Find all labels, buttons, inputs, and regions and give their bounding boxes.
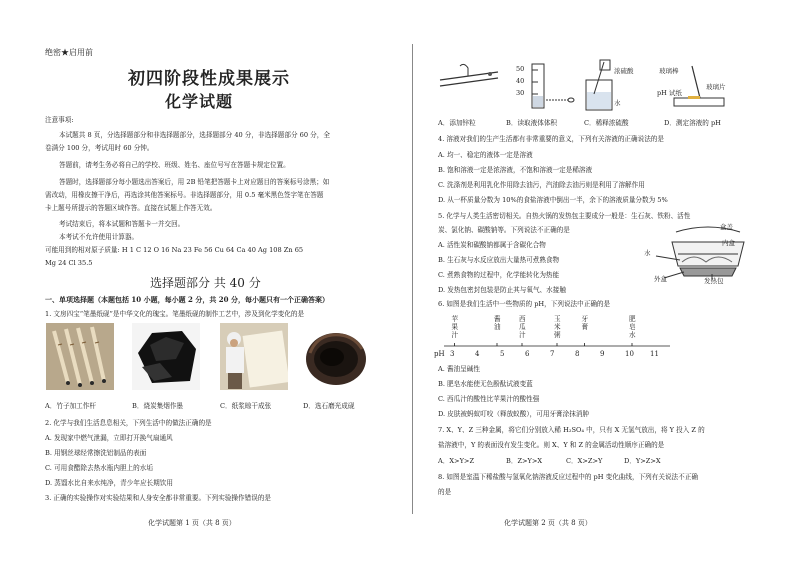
q6-option-b: B. 肥皂水能使无色酚酞试液变蓝: [438, 380, 533, 388]
dilution-figure: [574, 58, 644, 118]
ph-item-label: 水: [629, 331, 636, 339]
ph-item-label: 果: [451, 323, 459, 331]
q6-option-d: D. 皮肤被蚂蚁叮咬（释放蚁酸），可用牙膏涂抹消肿: [438, 410, 590, 418]
outer-box-label: 外盒: [654, 275, 667, 283]
bamboo-brush-photo: [46, 323, 114, 390]
ph-item-label: 油: [494, 323, 501, 331]
notice-line: 卡上题号所提示的答题区域作答。直接在试题上作答无效。: [45, 204, 217, 212]
inner-box-label: 内盒: [722, 239, 735, 247]
q8-stem-2: 的是: [438, 488, 452, 496]
q1-stem: 1. 文房四宝“笔墨纸砚”是中华文化的瑰宝。笔墨纸砚的制作工艺中，涉及到化学变化的是: [45, 310, 305, 318]
q6-option-a: A. 酱油呈碱性: [438, 365, 480, 373]
page-footer-2: 化学试题第 2 页（共 8 页）: [504, 519, 592, 527]
cylinder-tick-40: 40: [516, 77, 525, 85]
q2-option-b: B. 用钢丝球经常擦洗铝制品的表面: [45, 449, 147, 457]
q3-option-b: B．读取液体体积: [506, 119, 558, 127]
q2-option-a: A. 发现家中燃气泄漏，立即打开换气扇通风: [45, 434, 173, 442]
q4-stem: 4. 溶液对我们的生产生活都有非常重要的意义，下列有关溶液的正确说法的是: [438, 135, 664, 143]
ph-tick-label: 11: [650, 350, 659, 358]
q7-option-a: A．X>Y>Z: [438, 457, 475, 465]
atomic-mass-line: 可能用到的相对原子质量: H 1 C 12 O 16 Na 23 Fe 56 Cu 64 Ca 40 Ag 108 Zn 65: [45, 246, 304, 254]
notice-line: 本考试不允许使用计算器。: [59, 233, 139, 241]
glass-sheet-label: 玻璃片: [706, 83, 726, 91]
notice-line: 答题时，选择题部分每小题选出答案后，用 2B 铅笔把答题卡上对应题目的答案标号涂黑；如: [59, 178, 330, 186]
q3-option-d: D．测定溶液的 pH: [664, 119, 721, 127]
right-page: [398, 0, 794, 561]
ph-tick-label: 5: [500, 350, 505, 358]
ph-paper-label: pH 试纸: [657, 89, 682, 97]
lid-label: 盒盖: [720, 223, 733, 231]
glass-rod-label: 玻璃棒: [659, 67, 679, 75]
q1-option-a: A．竹子加工作杆: [45, 402, 96, 410]
ph-tick-label: 6: [525, 350, 530, 358]
q2-stem: 2. 化学与我们生活息息相关，下列生活中的做法正确的是: [45, 419, 212, 427]
zinc-adding-figure: [434, 62, 504, 116]
notice-line: 需改动，用橡皮擦干净后，再选涂其他答案标号。非选择题部分，用 0.5 毫米黑色签字笔在答题: [45, 191, 324, 199]
atomic-mass-line: Mg 24 Cl 35.5: [45, 259, 93, 267]
paper-making-photo: [220, 323, 288, 390]
exam-main-title: 初四阶段性成果展示: [128, 69, 290, 89]
notice-line: 答题前，请考生务必将自己的学校、班级、姓名、座位号写在答题卡规定位置。: [59, 161, 290, 169]
conc-acid-label: 浓硫酸: [614, 67, 634, 75]
ph-item-label: 肥: [629, 315, 636, 323]
q6-stem: 6. 如图是我们生活中一些物质的 pH，下列说法中正确的是: [438, 300, 611, 308]
charcoal-photo: [132, 323, 200, 390]
ph-axis-label: pH: [434, 350, 445, 358]
ph-item-label: 汁: [519, 331, 526, 339]
q8-stem: 8. 如图是室温下稀盐酸与氢氧化钠溶液反应过程中的 pH 变化曲线，下列有关说法不正确: [438, 473, 698, 481]
q5-option-a: A. 活性炭和碳酸钠都属于含碳化合物: [438, 241, 546, 249]
cylinder-tick-50: 50: [516, 65, 525, 73]
q5-option-c: C. 煮熟食物的过程中，化学能转化为热能: [438, 271, 560, 279]
q4-option-d: D. 从一杯质量分数为 10%的食盐溶液中倒出一半，余下的溶液质量分数为 5%: [438, 196, 668, 204]
confidential-label: 绝密★启用前: [45, 48, 93, 57]
q1-option-c: C．纸浆晾干成张: [220, 402, 272, 410]
q7-stem-2: 盐溶液中，Y 的表面没有发生变化。则 X、Y 和 Z 的金属活动性顺序正确的是: [438, 441, 665, 449]
ph-item-label: 牙: [581, 315, 589, 323]
q4-option-a: A. 均一、稳定的液体一定是溶液: [438, 151, 533, 159]
ph-tick-label: 9: [600, 350, 605, 358]
ph-item-label: 玉: [554, 315, 561, 323]
q5-stem: 5. 化学与人类生活密切相关。自热火锅的发热包主要成分一般是：生石灰、铁粉、活性: [438, 212, 691, 220]
ph-tick-label: 8: [575, 350, 580, 358]
q3-option-c: C．稀释浓硫酸: [584, 119, 629, 127]
ph-tick-label: 4: [475, 350, 480, 358]
exam-subtitle: 化学试题: [165, 92, 234, 111]
water-label-2: 水: [644, 249, 651, 257]
q4-option-c: C. 洗涤剂是利用乳化作用除去油污，汽油除去油污则是利用了溶解作用: [438, 181, 645, 189]
q5-option-b: B. 生石灰与水反应放出大量热可煮熟食物: [438, 256, 560, 264]
q7-option-d: D．Y>Z>X: [624, 457, 661, 465]
ph-tick-label: 10: [625, 350, 634, 358]
ph-test-figure: [657, 62, 740, 116]
ph-item-label: 汁: [451, 331, 459, 339]
ph-scale-figure: [434, 314, 674, 362]
q7-stem: 7. X、Y、Z 三种金属，将它们分别放入稀 H₂SO₄ 中，只有 X 无氢气放出，将 Y 投入 Z 的: [438, 426, 705, 434]
inkstone-photo: [302, 323, 370, 390]
q6-option-c: C. 西瓜汁的酸性比苹果汁的酸性强: [438, 395, 540, 403]
q1-option-b: B．烧炭集烟作墨: [132, 402, 184, 410]
ph-item-label: 粥: [554, 331, 561, 339]
heater-pack-label: 发热包: [704, 277, 724, 285]
q3-stem: 3. 正确的实验操作对实验结果和人身安全都非常重要。下列实验操作错误的是: [45, 494, 271, 502]
q7-option-b: B．Z>Y>X: [506, 457, 543, 465]
notice-line: 本试题共 8 页，分选择题部分和非选择题部分，选择题部分 40 分，非选择题部分 60 分，全: [59, 131, 330, 139]
self-heating-hotpot-figure: [642, 222, 752, 284]
q7-option-c: C．X>Z>Y: [566, 457, 603, 465]
ph-item-label: 酱: [494, 315, 501, 323]
q3-option-a: A．添加锌粒: [438, 119, 476, 127]
ph-item-label: 皂: [629, 323, 636, 331]
q5-stem-2: 炭、氯化钠、碳酸钠等。下列说法不正确的是: [438, 226, 570, 234]
ph-tick-label: 3: [450, 350, 455, 358]
ph-item-label: 西: [519, 315, 526, 323]
cylinder-tick-30: 30: [516, 89, 525, 97]
page-footer: 化学试题第 1 页（共 8 页）: [148, 519, 236, 527]
water-label: 水: [614, 99, 621, 107]
notice-line: 卷满分 100 分，考试用时 60 分钟。: [45, 144, 154, 152]
ph-tick-label: 7: [550, 350, 555, 358]
q2-option-c: C. 可用食醋除去热水瓶内胆上的水垢: [45, 464, 153, 472]
q5-option-d: D. 发热包密封包装是防止其与氧气、水接触: [438, 286, 566, 294]
q1-option-d: D．选石磨光成砚: [303, 402, 355, 410]
section-title: 选择题部分 共 40 分: [150, 276, 261, 290]
ph-item-label: 瓜: [519, 323, 526, 331]
notice-heading: 注意事项:: [45, 116, 74, 124]
ph-item-label: 苹: [451, 315, 459, 323]
ph-item-label: 膏: [581, 323, 589, 331]
graduated-cylinder-figure: [510, 60, 580, 116]
q2-option-d: D. 蒸馏水比自来水纯净，青少年应长期饮用: [45, 479, 173, 487]
ph-item-label: 米: [554, 323, 561, 331]
q4-option-b: B. 饱和溶液一定是浓溶液，不饱和溶液一定是稀溶液: [438, 166, 593, 174]
part1-title: 一、单项选择题（本题包括 10 小题，每小题 2 分，共 20 分，每小题只有一个正确答案）: [45, 295, 329, 304]
notice-line: 考试结束后，将本试题和答题卡一并交回。: [59, 220, 185, 228]
